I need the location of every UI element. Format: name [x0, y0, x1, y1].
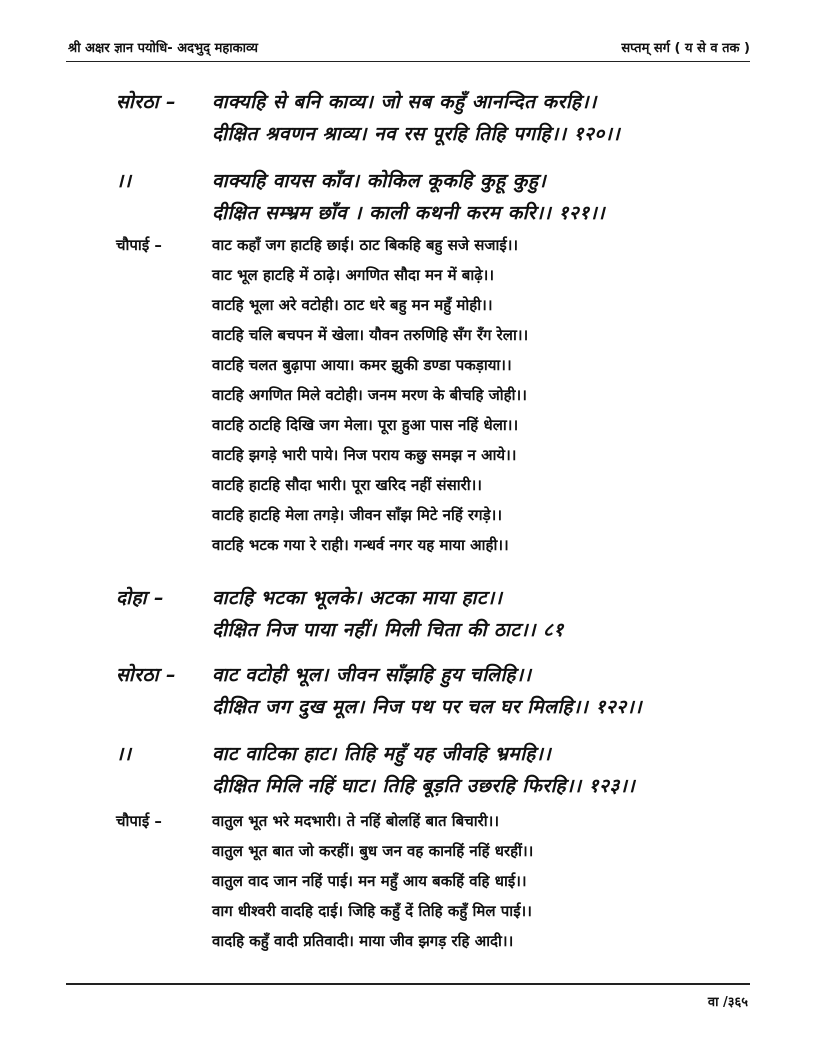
header-left-title: श्री अक्षर ज्ञान पयोधि- अदभुद् महाकाव्य — [68, 41, 258, 56]
stanza-label: चौपाई – — [116, 812, 162, 830]
verse-line: वाग धीश्वरी वादहि दाई। जिहि कहुँ दें तिहि कहुँ मिल पाई।। — [212, 902, 532, 920]
stanza-label: ।। — [116, 743, 132, 765]
verse-line: वाटहि भूला अरे वटोही। ठाट धरे बहु मन महुँ मोही।। — [212, 296, 493, 314]
header-right-section: सप्तम् सर्ग ( य से व तक ) — [621, 41, 750, 56]
page-number: वा /३६५ — [707, 995, 748, 1010]
verse-line: वातुल वाद जान नहिं पाई। मन महुँ आय बकहिं वहि धाई।। — [212, 872, 527, 890]
verse-line: वाटहि हाटहि मेला तगड़े। जीवन साँझ मिटे नहिं रगड़े।। — [212, 506, 503, 524]
stanza-label: दोहा – — [116, 587, 165, 609]
stanza-label: चौपाई – — [116, 236, 162, 254]
verse-line: वातुल भूत बात जो करहीं। बुध जन वह कानहिं नहिं धरहीं।। — [212, 842, 534, 860]
verse-line: दीक्षित मिलि नहिं घाट। तिहि बूड़ति उछरहि फिरहि।। १२३।। — [212, 775, 636, 797]
verse-line: दीक्षित श्रवणन श्राव्य। नव रस पूरहि तिहि पगहि।। १२०।। — [212, 123, 621, 145]
stanza-label: ।। — [116, 170, 132, 192]
verse-line: वाट वाटिका हाट। तिहि महुँ यह जीवहि भ्रमहि।। — [212, 743, 552, 765]
page-header — [68, 38, 750, 60]
verse-line: वाटहि भटका भूलके। अटका माया हाट।। — [212, 587, 503, 609]
verse-line: वाटहि ठाटहि दिखि जग मेला। पूरा हुआ पास नहिं धेला।। — [212, 416, 519, 434]
verse-line: वाटहि अगणित मिले वटोही। जनम मरण के बीचहि जोही।। — [212, 386, 527, 404]
verse-line: वाटहि हाटहि सौदा भारी। पूरा खरिद नहीं संसारी।। — [212, 476, 482, 494]
verse-line: वाक्यहि वायस काँव। कोकिल कूकहि कुहू कुहु। — [212, 170, 547, 192]
verse-line: वाट भूल हाटहि में ठाढ़े। अगणित सौदा मन में बाढ़े।। — [212, 266, 495, 284]
verse-line: वाटहि चलत बुढ़ापा आया। कमर झुकी डण्डा पकड़ाया।। — [212, 356, 512, 374]
stanza-label: सोरठा – — [116, 664, 177, 686]
stanza-label: सोरठा – — [116, 91, 177, 113]
verse-line: वाट कहाँ जग हाटहि छाई। ठाट बिकहि बहु सजे सजाई।। — [212, 236, 519, 254]
verse-line: दीक्षित निज पाया नहीं। मिली चिता की ठाट।। ८१ — [212, 619, 564, 641]
verse-line: वाटहि चलि बचपन में खेला। यौवन तरुणिहि सँग रँग रेला।। — [212, 326, 529, 344]
footer-rule — [66, 983, 750, 985]
verse-line: वातुल भूत भरे मदभारी। ते नहिं बोलहिं बात बिचारी।। — [212, 812, 500, 830]
header-rule — [66, 61, 750, 62]
verse-line: वाटहि भटक गया रे राही। गन्धर्व नगर यह माया आही।। — [212, 536, 509, 554]
verse-line: दीक्षित जग दुख मूल। निज पथ पर चल घर मिलहि।। १२२।। — [212, 696, 643, 718]
verse-line: वाक्यहि से बनि काव्य। जो सब कहुँ आनन्दित करहि।। — [212, 91, 597, 113]
verse-line: वादहि कहुँ वादी प्रतिवादी। माया जीव झगड़ रहि आदी।। — [212, 932, 514, 950]
verse-line: वाटहि झगड़े भारी पाये। निज पराय कछु समझ न आये।। — [212, 446, 517, 464]
verse-line: दीक्षित सम्भ्रम छाँव । काली कथनी करम करि।। १२१।। — [212, 202, 606, 224]
verse-line: वाट वटोही भूल। जीवन साँझहि हुय चलिहि।। — [212, 664, 532, 686]
